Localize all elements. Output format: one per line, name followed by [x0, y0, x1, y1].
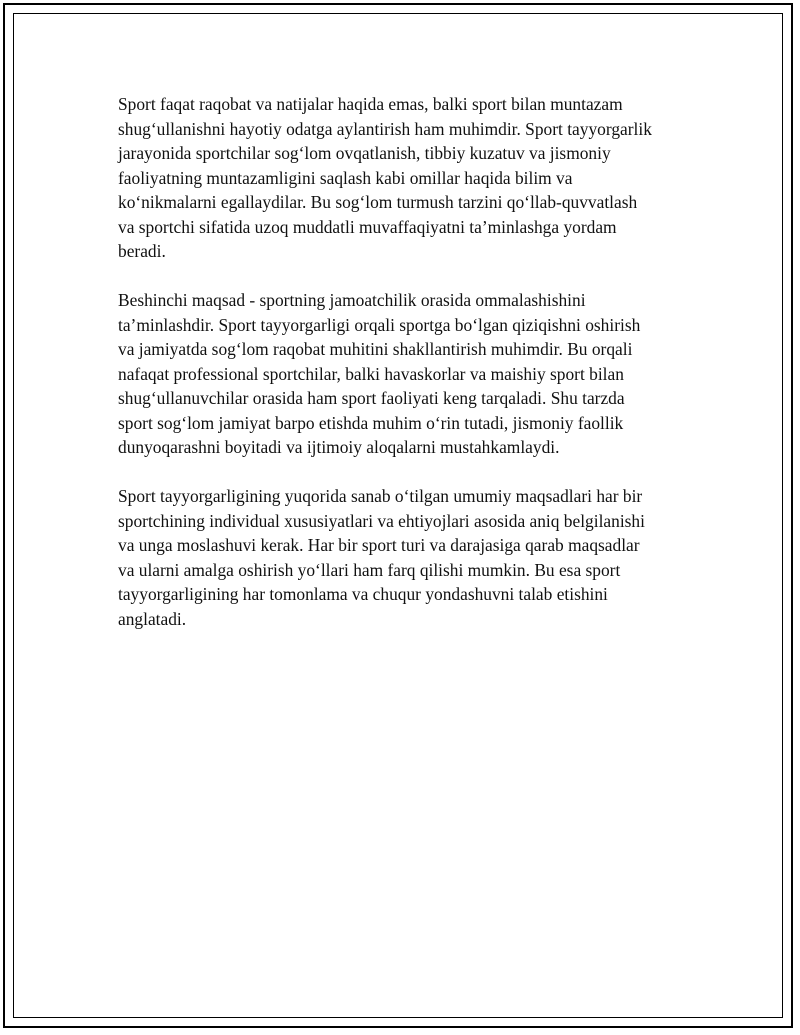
paragraph-healthy-lifestyle: Sport faqat raqobat va natijalar haqida emas, balki sport bilan muntazam shug‘ullanishni hayotiy odatga aylantirish ham muhimdir. Sport tayyorgarlik jarayonida sportchilar sog‘lom ovqatlanish, tibbiy kuzatuv va jismoniy faoliyatning muntazamligini saqlash kabi omillar haqida bilim va ko‘nikmalarni egallaydilar. Bu sog‘lom turmush tarzini qo‘llab-quvvatlash va sportchi sifatida uzoq muddatli muvaffaqiyatni ta’minlashga yordam beradi. — [118, 94, 652, 261]
document-body — [118, 92, 693, 656]
paragraph-fifth-goal: Beshinchi maqsad - sportning jamoatchilik orasida ommalashishini ta’minlashdir. Sport tayyorgarligi orqali sportga bo‘lgan qiziqishni oshirish va jamiyatda sog‘lom raqobat muhitini shakllantirish muhimdir. Bu orqali nafaqat professional sportchilar, balki havaskorlar va maishiy sport bilan shug‘ullanuvchilar orasida ham sport faoliyati keng tarqaladi. Shu tarzda sport sog‘lom jamiyat barpo etishda muhim o‘rin tutadi, jismoniy faollik dunyoqarashni boyitadi va ijtimoiy aloqalarni mustahkamlaydi. — [118, 290, 641, 457]
paragraph-individual-goals: Sport tayyorgarligining yuqorida sanab o‘tilgan umumiy maqsadlari har bir sportchining individual xususiyatlari va ehtiyojlari asosida aniq belgilanishi va unga moslashuvi kerak. Har bir sport turi va darajasiga qarab maqsadlar va ularni amalga oshirish yo‘llari ham farq qilishi mumkin. Bu esa sport tayyorgarligining har tomonlama va chuqur yondashuvni talab etishini anglatadi. — [118, 486, 645, 629]
